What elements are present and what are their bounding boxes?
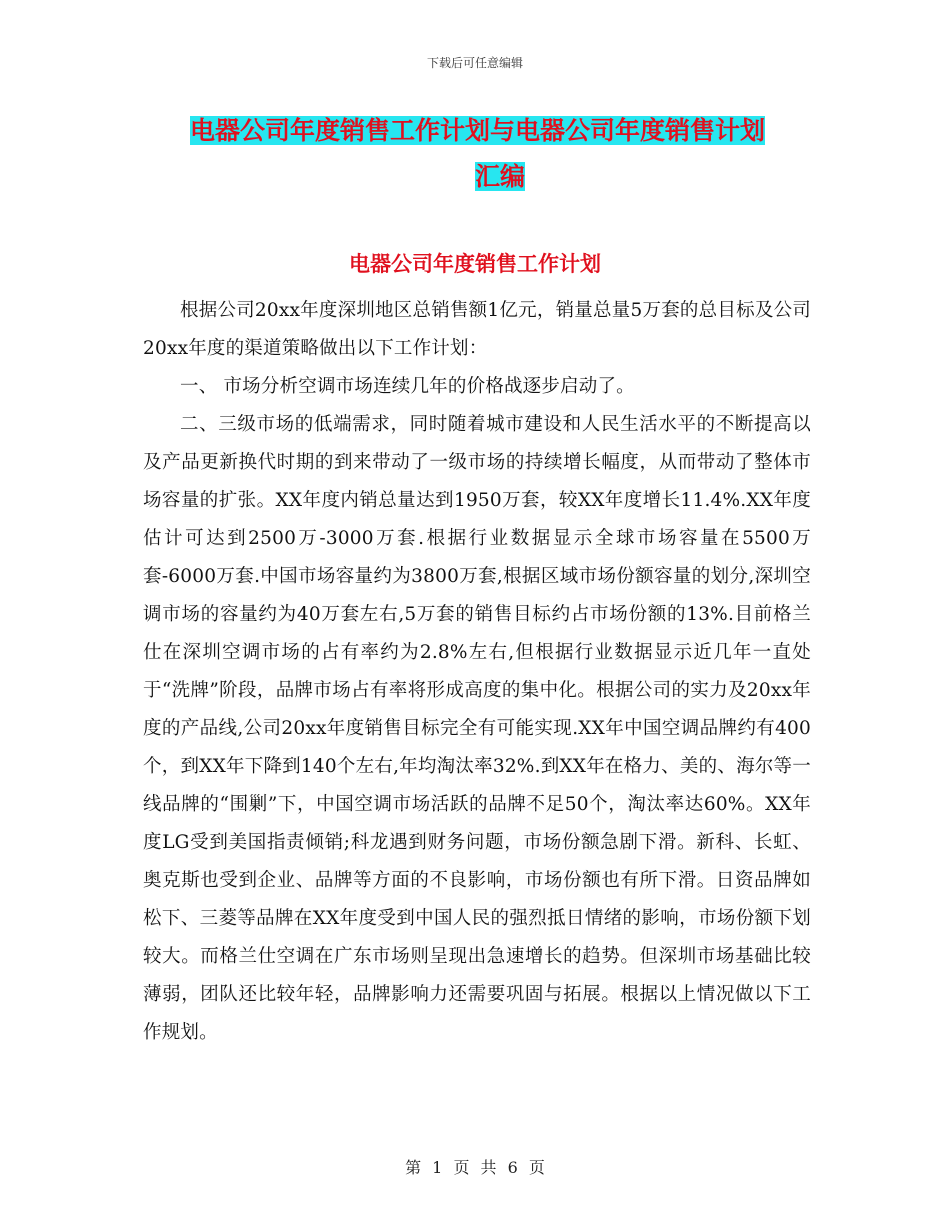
document-body xyxy=(143,292,811,1052)
document-title-line1: 电器公司年度销售工作计划与电器公司年度销售计划 xyxy=(190,116,766,145)
section-title: 电器公司年度销售工作计划 xyxy=(349,252,601,276)
header-note: 下载后可任意编辑 xyxy=(426,56,523,70)
paragraph-market-analysis: 一、 市场分析空调市场连续几年的价格战逐步启动了。 xyxy=(180,376,635,397)
document-title-line2: 汇编 xyxy=(474,162,525,191)
document-title xyxy=(190,108,810,200)
page-number-footer: 第 1 页 共 6 页 xyxy=(405,1158,545,1177)
paragraph-intro: 根据公司20xx年度深圳地区总销售额1亿元，销量总量5万套的总目标及公司20xx年度的渠道策略做出以下工作计划： xyxy=(143,300,811,359)
paragraph-market-detail: 二、三级市场的低端需求，同时随着城市建设和人民生活水平的不断提高以及产品更新换代时期的到来带动了一级市场的持续增长幅度，从而带动了整体市场容量的扩张。XX年度内销总量达到1950万套，较XX年度增长11.4%.XX年度估计可达到2500万-3000万套.根据行业数据显示全球市场容量在5500万套-6000万套.中国市场容量约为3800万套,根据区域市场份额容量的划分,深圳空调市场的容量约为40万套左右,5万套的销售目标约占市场份额的13%.目前格兰仕在深圳空调市场的占有率约为2.8%左右,但根据行业数据显示近几年一直处于“洗牌”阶段，品牌市场占有率将形成高度的集中化。根据公司的实力及20xx年度的产品线,公司20xx年度销售目标完全有可能实现.XX年中国空调品牌约有400个，到XX年下降到140个左右,年均淘汰率32%.到XX年在格力、美的、海尔等一线品牌的“围剿”下，中国空调市场活跃的品牌不足50个，淘汰率达60%。XX年度LG受到美国指责倾销;科龙遇到财务问题，市场份额急剧下滑。新科、长虹、奥克斯也受到企业、品牌等方面的不良影响，市场份额也有所下滑。日资品牌如松下、三菱等品牌在XX年度受到中国人民的强烈抵日情绪的影响，市场份额下划较大。而格兰仕空调在广东市场则呈现出急速增长的趋势。但深圳市场基础比较薄弱，团队还比较年轻，品牌影响力还需要巩固与拓展。根据以上情况做以下工作规划。 xyxy=(143,414,811,1043)
